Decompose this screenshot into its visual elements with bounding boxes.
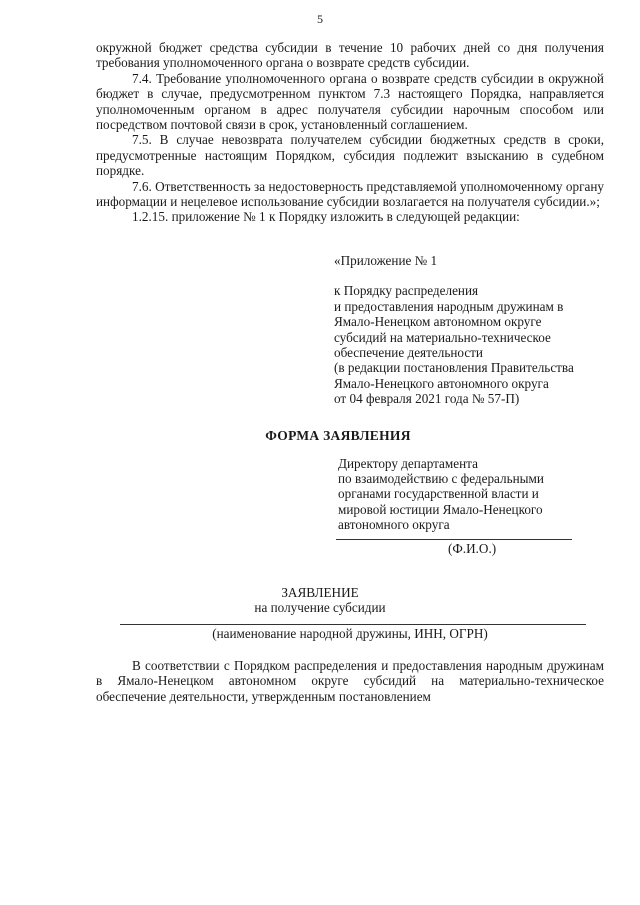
paragraph-1-2-15: 1.2.15. приложение № 1 к Порядку изложить в следующей редакции: — [132, 209, 520, 225]
fio-caption: (Ф.И.О.) — [448, 541, 497, 556]
paragraph-7-6: 7.6. Ответственность за недостоверность представляемой уполномоченному органу информации и нецелевое использование субсидии возлагается на получателя субсидии.»; — [96, 178, 604, 210]
application-heading — [0, 585, 640, 616]
annex-line: Ямало-Ненецком автономном округе — [334, 314, 542, 330]
annex-line: обеспечение деятельности — [334, 345, 483, 361]
addressee-line: органами государственной власти и — [338, 486, 539, 502]
addressee-block — [338, 456, 598, 532]
annex-line: (в редакции постановления Правительства — [334, 360, 574, 376]
annex-line: от 04 февраля 2021 года № 57-П) — [334, 391, 520, 407]
name-caption: (наименование народной дружины, ИНН, ОГРН) — [212, 626, 488, 641]
addressee-line: Директору департамента — [338, 456, 478, 471]
body-text — [96, 40, 604, 225]
paragraph-7-5: 7.5. В случае невозврата получателем субсидии бюджетных средств в сроки, предусмотренные настоящим Порядком, субсидия подлежит взысканию в судебном порядке. — [96, 132, 604, 179]
addressee-line: по взаимодействию с федеральными — [338, 471, 544, 487]
form-title: ФОРМА ЗАЯВЛЕНИЯ — [265, 428, 411, 443]
annex-block — [334, 253, 624, 407]
annex-line: и предоставления народным дружинам в — [334, 298, 564, 314]
annex-line: к Порядку распределения — [334, 283, 479, 299]
last-paragraph: В соответствии с Порядком распределения и предоставления народным дружинам в Ямало-Ненецком автономном округе субсидий на материально-техническое обеспечение деятельности, утвержденным постановлением — [96, 658, 604, 704]
application-title: ЗАЯВЛЕНИЕ — [281, 585, 359, 600]
last-paragraph-block — [96, 658, 604, 704]
annex-line: Ямало-Ненецкого автономного округа — [334, 375, 549, 391]
page-number: 5 — [317, 12, 323, 26]
fio-blank-line — [336, 539, 572, 540]
application-subtitle: на получение субсидии — [254, 600, 386, 616]
annex-title: «Приложение № 1 — [334, 253, 438, 268]
name-blank-line — [120, 624, 586, 625]
paragraph-7-4: 7.4. Требование уполномоченного органа о возврате средств субсидии в окружной бюджет в случае, предусмотренном пунктом 7.3 настоящего Порядка, направляется уполномоченным органом в адрес получателя субсидии нарочным способом или посредством почтовой связи в срок, установленный соглашением. — [96, 70, 604, 133]
addressee-line: мировой юстиции Ямало-Ненецкого — [338, 501, 543, 517]
annex-line: субсидий на материально-техническое — [334, 329, 551, 345]
paragraph-continuation: окружной бюджет средства субсидии в течение 10 рабочих дней со дня получения требования уполномоченного органа о возврате средств субсидии. — [96, 40, 604, 71]
addressee-line: автономного округа — [338, 516, 450, 532]
